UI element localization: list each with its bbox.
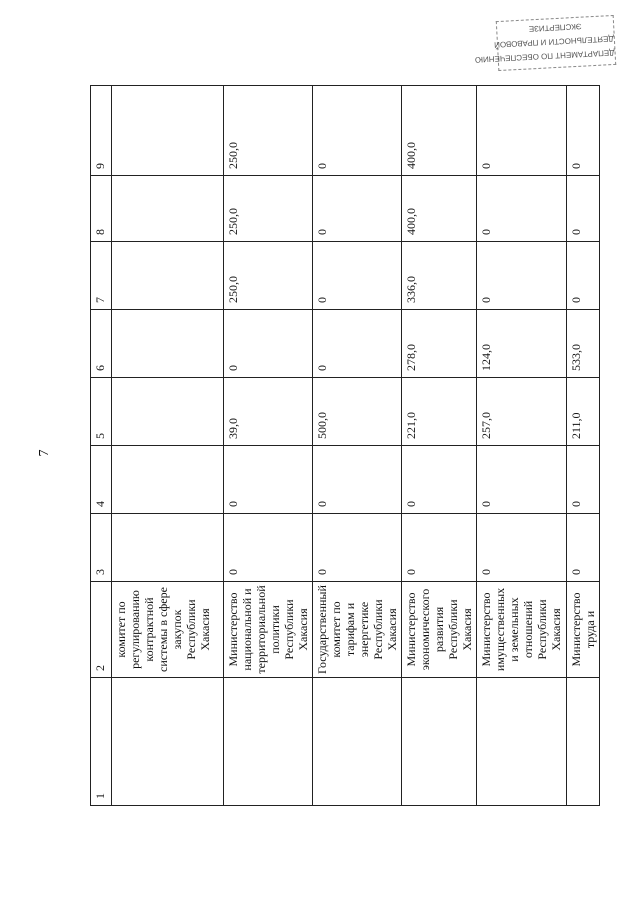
cell-c5: 500,0 <box>313 378 402 446</box>
cell-c5: 39,0 <box>224 378 313 446</box>
cell-c9: 0 <box>567 86 600 176</box>
cell-c6: 124,0 <box>477 310 567 378</box>
cell-c7: 0 <box>567 242 600 310</box>
col-header-1: 1 <box>91 678 112 806</box>
col-header-5: 5 <box>91 378 112 446</box>
table-row <box>402 86 477 806</box>
registration-stamp <box>474 15 616 71</box>
cell-c1 <box>567 678 600 806</box>
page-number: 7 <box>37 449 52 457</box>
cell-c5: 211,0 <box>567 378 600 446</box>
cell-c3: 0 <box>477 514 567 582</box>
cell-c3: 0 <box>224 514 313 582</box>
cell-c8: 0 <box>567 176 600 242</box>
col-header-4: 4 <box>91 446 112 514</box>
cell-c4 <box>112 446 224 514</box>
cell-c9: 0 <box>313 86 402 176</box>
cell-c8 <box>112 176 224 242</box>
col-header-6: 6 <box>91 310 112 378</box>
cell-c1 <box>402 678 477 806</box>
cell-c3: 0 <box>313 514 402 582</box>
stamp-line-2: ДЕЯТЕЛЬНОСТИ И ПРАВОВОЙ <box>493 33 615 50</box>
cell-agency: Государственный комитет по тарифам и энергетике Республики Хакасия <box>313 582 402 678</box>
cell-agency: Министерство имущественных и земельных отношений Республики Хакасия <box>477 582 567 678</box>
table-row <box>224 86 313 806</box>
cell-c3 <box>112 514 224 582</box>
table-row <box>313 86 402 806</box>
cell-c3: 0 <box>567 514 600 582</box>
cell-agency: комитет по регулированию контрактной системы в сфере закупок Республики Хакасия <box>112 582 224 678</box>
cell-c1 <box>313 678 402 806</box>
cell-c7 <box>112 242 224 310</box>
cell-c9: 0 <box>477 86 567 176</box>
cell-agency: Министерство национальной и территориальной политики Республики Хакасия <box>224 582 313 678</box>
col-header-3: 3 <box>91 514 112 582</box>
stamp-line-1: ДЕПАРТАМЕНТ ПО ОБЕСПЕЧЕНИЮ <box>474 47 615 65</box>
cell-c6: 0 <box>224 310 313 378</box>
cell-c6: 533,0 <box>567 310 600 378</box>
budget-table <box>90 85 600 806</box>
cell-c7: 250,0 <box>224 242 313 310</box>
rotated-table-wrapper <box>90 86 597 806</box>
cell-agency: Министерство экономического развития Республики Хакасия <box>402 582 477 678</box>
cell-c9 <box>112 86 224 176</box>
cell-c6: 278,0 <box>402 310 477 378</box>
cell-c5 <box>112 378 224 446</box>
cell-c7: 0 <box>313 242 402 310</box>
col-header-7: 7 <box>91 242 112 310</box>
cell-c9: 400,0 <box>402 86 477 176</box>
cell-c4: 0 <box>224 446 313 514</box>
cell-c1 <box>224 678 313 806</box>
cell-c7: 0 <box>477 242 567 310</box>
col-header-9: 9 <box>91 86 112 176</box>
cell-c1 <box>112 678 224 806</box>
cell-c8: 0 <box>477 176 567 242</box>
cell-c8: 250,0 <box>224 176 313 242</box>
cell-c8: 0 <box>313 176 402 242</box>
col-header-8: 8 <box>91 176 112 242</box>
cell-c6: 0 <box>313 310 402 378</box>
cell-c4: 0 <box>402 446 477 514</box>
cell-c4: 0 <box>313 446 402 514</box>
table-row <box>112 86 224 806</box>
stamp-line-3: ЭКСПЕРТИЗЕ <box>528 21 582 34</box>
cell-c3: 0 <box>402 514 477 582</box>
cell-c5: 257,0 <box>477 378 567 446</box>
table-row <box>477 86 567 806</box>
header-row <box>91 86 112 806</box>
cell-c7: 336,0 <box>402 242 477 310</box>
col-header-2: 2 <box>91 582 112 678</box>
cell-c8: 400,0 <box>402 176 477 242</box>
table-row <box>567 86 600 806</box>
cell-c6 <box>112 310 224 378</box>
cell-agency: Министерство труда и <box>567 582 600 678</box>
cell-c9: 250,0 <box>224 86 313 176</box>
cell-c1 <box>477 678 567 806</box>
cell-c4: 0 <box>567 446 600 514</box>
cell-c5: 221,0 <box>402 378 477 446</box>
cell-c4: 0 <box>477 446 567 514</box>
